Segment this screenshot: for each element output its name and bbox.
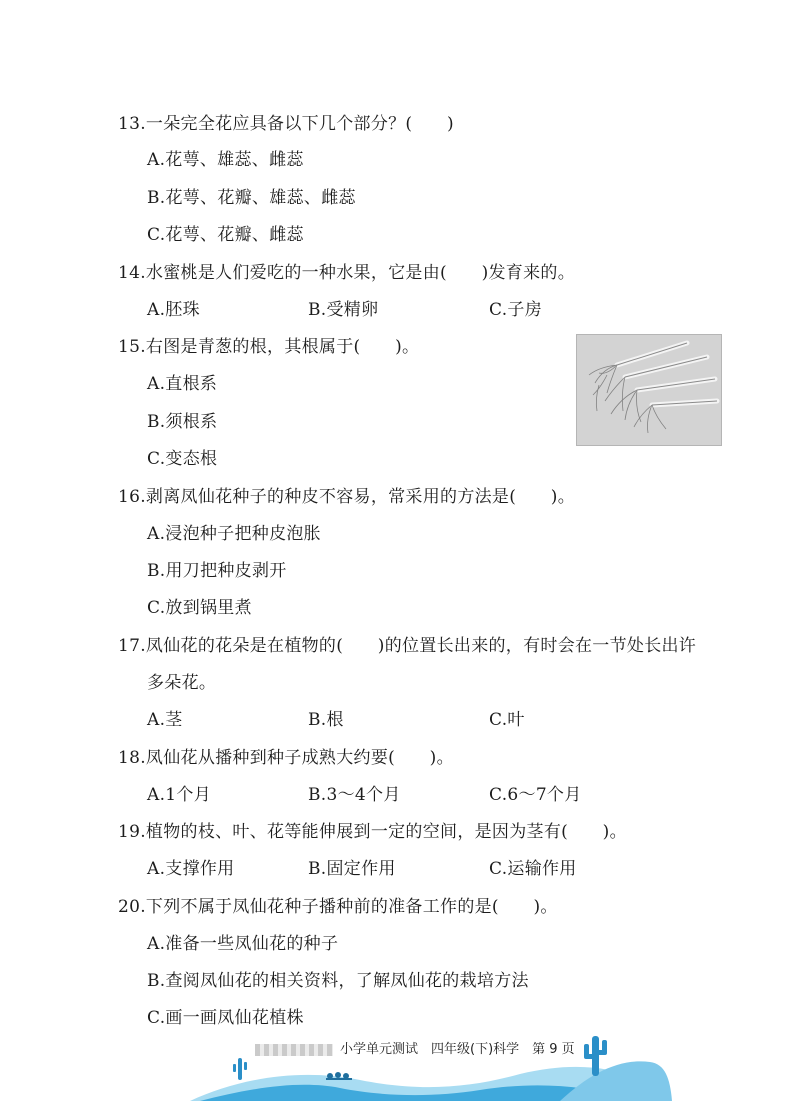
footer-banner (0, 1018, 800, 1101)
question-17-option-a: A.茎 (147, 710, 183, 730)
question-17-option-c: C.叶 (489, 710, 525, 730)
camel-caravan-icon (326, 1072, 352, 1080)
question-19-option-a: A.支撑作用 (147, 859, 235, 879)
question-18-option-b: B.3～4个月 (308, 785, 401, 805)
question-20-option-b: B.查阅凤仙花的相关资料，了解凤仙花的栽培方法 (147, 971, 529, 991)
question-14-option-b: B.受精卵 (308, 300, 379, 320)
redacted-text (255, 1044, 333, 1056)
question-15-option-b: B.须根系 (147, 412, 218, 432)
question-17-stem: 17.凤仙花的花朵是在植物的( )的位置长出来的，有时会在一节处长出许 (118, 636, 697, 656)
question-19-option-b: B.固定作用 (308, 859, 396, 879)
question-13-option-a: A.花萼、雄蕊、雌蕊 (147, 150, 304, 170)
question-18-stem: 18.凤仙花从播种到种子成熟大约要( )。 (118, 748, 454, 768)
question-20-option-a: A.准备一些凤仙花的种子 (147, 934, 339, 954)
question-17-stem-continued: 多朵花。 (147, 673, 217, 693)
question-16-stem: 16.剥离凤仙花种子的种皮不容易，常采用的方法是( )。 (118, 487, 575, 507)
question-16-option-c: C.放到锅里煮 (147, 598, 252, 618)
question-16-option-b: B.用刀把种皮剥开 (147, 561, 287, 581)
question-14-stem: 14.水蜜桃是人们爱吃的一种水果，它是由( )发育来的。 (118, 263, 575, 283)
small-cactus-icon (233, 1058, 247, 1080)
question-15-option-c: C.变态根 (147, 449, 218, 469)
question-14-option-a: A.胚珠 (147, 300, 200, 320)
question-18-option-c: C.6～7个月 (489, 785, 582, 805)
question-17-option-b: B.根 (308, 710, 344, 730)
question-15-stem: 15.右图是青葱的根，其根属于( )。 (118, 337, 420, 357)
question-13-option-c: C.花萼、花瓣、雌蕊 (147, 225, 304, 245)
question-13-stem: 13.一朵完全花应具备以下几个部分？( ) (118, 114, 454, 134)
footer-page-info: 小学单元测试 四年级(下)科学 第 9 页 (340, 1042, 575, 1057)
question-16-option-a: A.浸泡种子把种皮泡胀 (147, 524, 321, 544)
question-18-option-a: A.1个月 (147, 785, 211, 805)
question-15-option-a: A.直根系 (147, 374, 218, 394)
question-19-stem: 19.植物的枝、叶、花等能伸展到一定的空间，是因为茎有( )。 (118, 822, 627, 842)
question-20-stem: 20.下列不属于凤仙花种子播种前的准备工作的是( )。 (118, 897, 558, 917)
question-20-option-c: C.画一画凤仙花植株 (147, 1008, 304, 1028)
desert-wave-decoration (0, 1018, 800, 1101)
question-19-option-c: C.运输作用 (489, 859, 577, 879)
question-13-option-b: B.花萼、花瓣、雄蕊、雌蕊 (147, 188, 356, 208)
question-14-option-c: C.子房 (489, 300, 543, 320)
scallion-root-image (577, 335, 721, 445)
scallion-root-photo (576, 334, 722, 446)
